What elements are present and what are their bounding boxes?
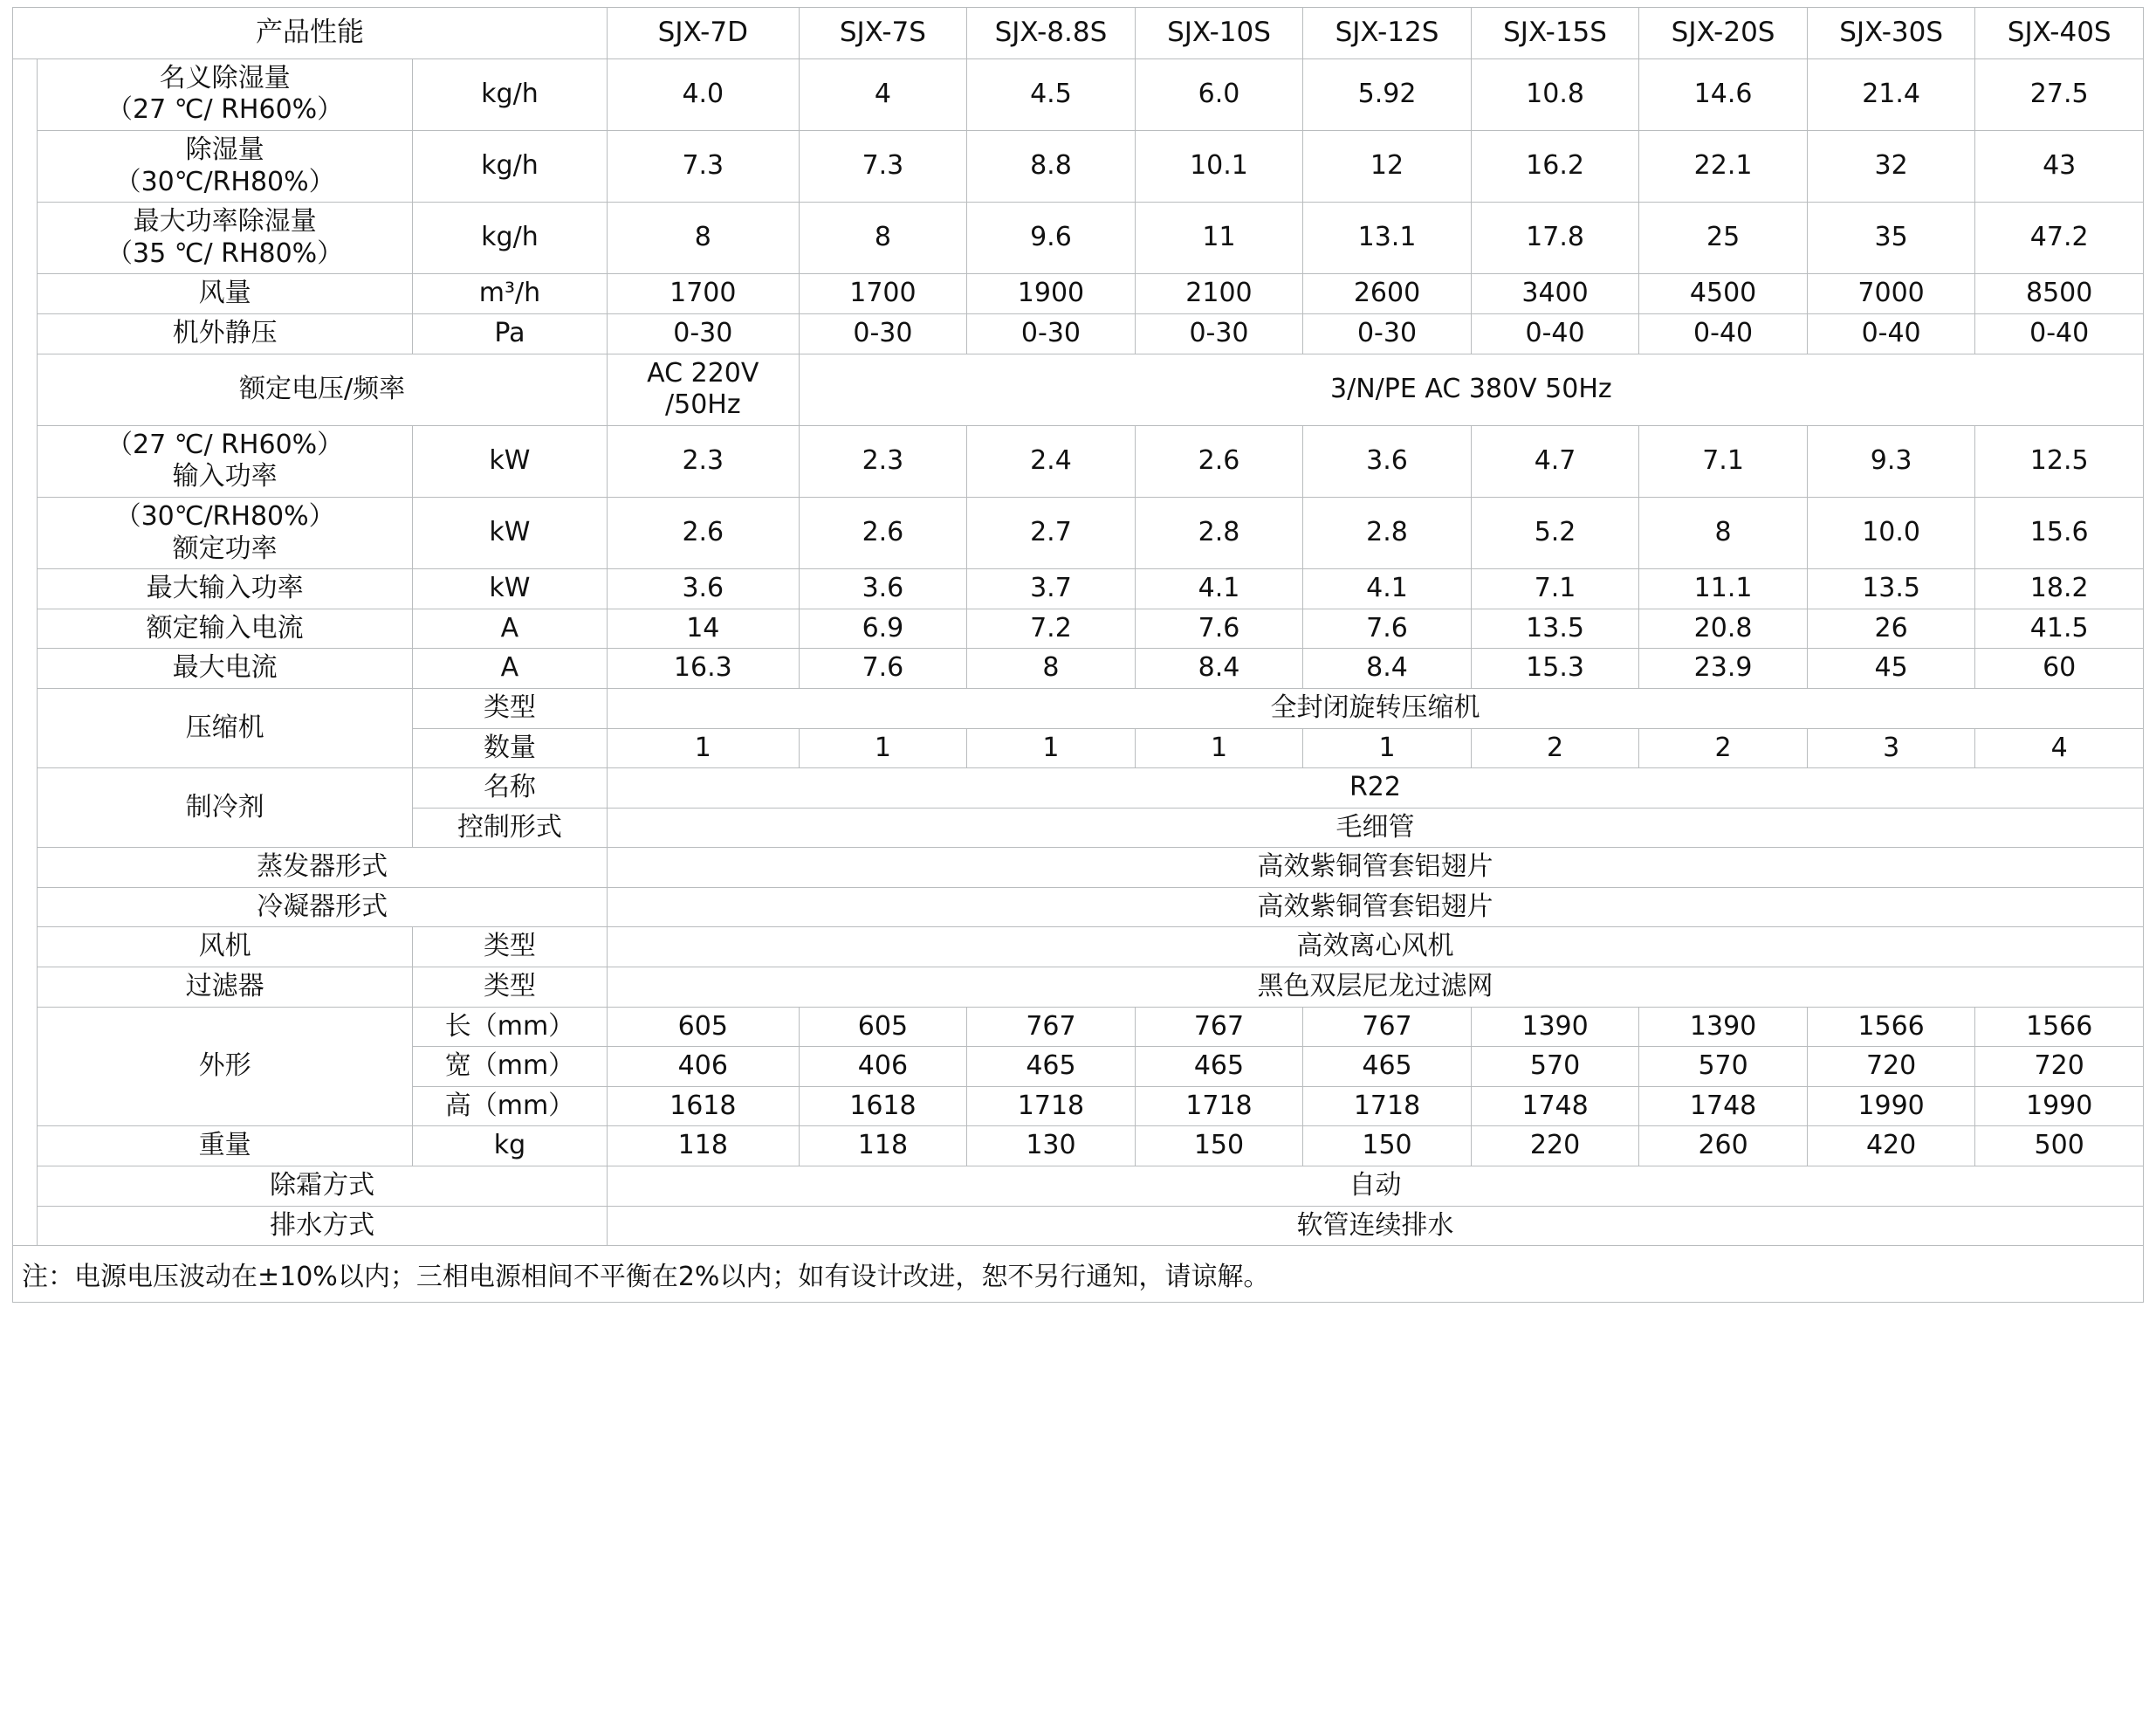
cell-value: 1 (607, 728, 799, 768)
cell-value: 27.5 (1975, 58, 2144, 130)
cell-refrigerant-name-value: R22 (607, 768, 2143, 809)
cell-value: 12 (1303, 131, 1472, 203)
row-input-power (13, 425, 2144, 497)
row-unit-rated-power: kW (412, 497, 607, 568)
row-unit-weight: kg (412, 1126, 607, 1166)
cell-value: 60 (1975, 649, 2144, 689)
row-unit-max-power-dehumidification: kg/h (412, 203, 607, 274)
cell-value: 2 (1639, 728, 1808, 768)
cell-value: 13.5 (1807, 569, 1975, 609)
header-model-4: SJX-12S (1303, 8, 1472, 59)
cell-value: 2.8 (1303, 497, 1472, 568)
label-line-1: 名义除湿量 (159, 62, 291, 93)
cell-value: 0-30 (1135, 313, 1303, 354)
cell-value: 22.1 (1639, 131, 1808, 203)
row-dehumidification (13, 131, 2144, 203)
cell-value: 7.1 (1639, 425, 1808, 497)
cell-value: 767 (1135, 1007, 1303, 1047)
cell-value: 13.1 (1303, 203, 1472, 274)
row-defrost (13, 1166, 2144, 1207)
header-model-3: SJX-10S (1135, 8, 1303, 59)
row-label-defrost: 除霜方式 (38, 1166, 608, 1207)
cell-value: 3 (1807, 728, 1975, 768)
cell-value: 0-40 (1807, 313, 1975, 354)
cell-value: 45 (1807, 649, 1975, 689)
row-label-rated-power (38, 497, 413, 568)
cell-value: 406 (607, 1047, 799, 1087)
row-label-rated-current: 额定输入电流 (38, 609, 413, 649)
row-sublabel-compressor-type: 类型 (412, 688, 607, 728)
cell-value: 7.6 (1303, 609, 1472, 649)
row-voltage-frequency (13, 354, 2144, 425)
cell-value: 1990 (1975, 1086, 2144, 1126)
cell-value: 150 (1303, 1126, 1472, 1166)
cell-value: 10.0 (1807, 497, 1975, 568)
header-performance: 产品性能 (13, 8, 608, 59)
label-line-2: （35 ℃/ RH80%） (106, 237, 344, 269)
cell-value: 0-40 (1639, 313, 1808, 354)
row-label-drainage: 排水方式 (38, 1206, 608, 1246)
row-label-refrigerant: 制冷剂 (38, 768, 413, 848)
cell-value: 1390 (1471, 1007, 1639, 1047)
cell-value: 7.1 (1471, 569, 1639, 609)
cell-value: 16.3 (607, 649, 799, 689)
cell-value: 1900 (967, 274, 1136, 314)
cell-value: 4 (1975, 728, 2144, 768)
cell-refrigerant-control-value: 毛细管 (607, 808, 2143, 848)
cell-voltage-single-phase: AC 220V /50Hz (607, 354, 799, 425)
row-unit-static-pressure: Pa (412, 313, 607, 354)
cell-value: 5.92 (1303, 58, 1472, 130)
label-line-2: （27 ℃/ RH60%） (106, 94, 344, 126)
row-unit-max-input-power: kW (412, 569, 607, 609)
cell-value: 15.6 (1975, 497, 2144, 568)
cell-value: 8 (607, 203, 799, 274)
cell-value: 4500 (1639, 274, 1808, 314)
cell-value: 20.8 (1639, 609, 1808, 649)
row-label-input-power (38, 425, 413, 497)
cell-value: 465 (1303, 1047, 1472, 1087)
cell-value: 2.3 (799, 425, 967, 497)
cell-value: 1 (967, 728, 1136, 768)
row-label-dimensions: 外形 (38, 1007, 413, 1126)
row-unit-nominal-dehumidification: kg/h (412, 58, 607, 130)
cell-value: 8.4 (1135, 649, 1303, 689)
cell-value: 8500 (1975, 274, 2144, 314)
cell-value: 220 (1471, 1126, 1639, 1166)
row-air-volume (13, 274, 2144, 314)
cell-value: 10.1 (1135, 131, 1303, 203)
row-label-weight: 重量 (38, 1126, 413, 1166)
row-unit-rated-current: A (412, 609, 607, 649)
cell-value: 21.4 (1807, 58, 1975, 130)
cell-value: 5.2 (1471, 497, 1639, 568)
cell-value: 2.7 (967, 497, 1136, 568)
cell-value: 2 (1471, 728, 1639, 768)
cell-value: 1 (1303, 728, 1472, 768)
cell-value: 2.4 (967, 425, 1136, 497)
cell-value: 10.8 (1471, 58, 1639, 130)
cell-value: 605 (607, 1007, 799, 1047)
cell-value: 2.6 (1135, 425, 1303, 497)
cell-value: 4 (799, 58, 967, 130)
cell-value: 41.5 (1975, 609, 2144, 649)
row-max-input-power (13, 569, 2144, 609)
cell-value: 7.3 (799, 131, 967, 203)
cell-value: 15.3 (1471, 649, 1639, 689)
cell-value: 0-40 (1471, 313, 1639, 354)
row-label-fan: 风机 (38, 927, 413, 967)
cell-compressor-type-value: 全封闭旋转压缩机 (607, 688, 2143, 728)
cell-value: 1390 (1639, 1007, 1808, 1047)
cell-voltage-three-phase: 3/N/PE AC 380V 50Hz (799, 354, 2143, 425)
cell-value: 1718 (967, 1086, 1136, 1126)
row-label-max-power-dehumidification (38, 203, 413, 274)
label-line-1: 最大功率除湿量 (133, 206, 317, 237)
cell-evaporator-value: 高效紫铜管套铝翅片 (607, 848, 2143, 888)
cell-value: 9.6 (967, 203, 1136, 274)
cell-value: 1566 (1807, 1007, 1975, 1047)
cell-value: 118 (799, 1126, 967, 1166)
label-line-2: 输入功率 (172, 461, 278, 492)
row-sublabel-width: 宽（mm） (412, 1047, 607, 1087)
cell-value: 0-30 (967, 313, 1136, 354)
cell-value: 570 (1471, 1047, 1639, 1087)
cell-value: 14 (607, 609, 799, 649)
row-label-condenser: 冷凝器形式 (38, 887, 608, 927)
cell-value: 3.6 (607, 569, 799, 609)
table-header-row (13, 8, 2144, 59)
cell-value: 8.4 (1303, 649, 1472, 689)
cell-value: 8 (1639, 497, 1808, 568)
cell-value: 605 (799, 1007, 967, 1047)
cell-value: 3.6 (1303, 425, 1472, 497)
row-drainage (13, 1206, 2144, 1246)
cell-filter-value: 黑色双层尼龙过滤网 (607, 967, 2143, 1008)
row-compressor-type (13, 688, 2144, 728)
row-refrigerant-name (13, 768, 2144, 809)
cell-value: 1748 (1639, 1086, 1808, 1126)
row-sublabel-filter-type: 类型 (412, 967, 607, 1008)
cell-value: 9.3 (1807, 425, 1975, 497)
header-model-0: SJX-7D (607, 8, 799, 59)
row-sublabel-height: 高（mm） (412, 1086, 607, 1126)
cell-value: 35 (1807, 203, 1975, 274)
cell-value: 6.0 (1135, 58, 1303, 130)
cell-value: 14.6 (1639, 58, 1808, 130)
row-filter (13, 967, 2144, 1008)
cell-value: 2.6 (799, 497, 967, 568)
header-model-6: SJX-20S (1639, 8, 1808, 59)
cell-value: 26 (1807, 609, 1975, 649)
cell-value: 17.8 (1471, 203, 1639, 274)
cell-value: 11.1 (1639, 569, 1808, 609)
row-condenser (13, 887, 2144, 927)
cell-value: 767 (967, 1007, 1136, 1047)
row-sublabel-fan-type: 类型 (412, 927, 607, 967)
cell-value: 1748 (1471, 1086, 1639, 1126)
row-unit-dehumidification: kg/h (412, 131, 607, 203)
row-label-air-volume: 风量 (38, 274, 413, 314)
row-sublabel-refrigerant-name: 名称 (412, 768, 607, 809)
cell-value: 8.8 (967, 131, 1136, 203)
row-dimension-length (13, 1007, 2144, 1047)
row-label-dehumidification (38, 131, 413, 203)
header-model-2: SJX-8.8S (967, 8, 1136, 59)
cell-value: 465 (1135, 1047, 1303, 1087)
cell-value: 13.5 (1471, 609, 1639, 649)
row-weight (13, 1126, 2144, 1166)
cell-value: 4.1 (1135, 569, 1303, 609)
label-line-1: 除湿量 (185, 134, 264, 165)
row-rated-power (13, 497, 2144, 568)
cell-value: 1718 (1135, 1086, 1303, 1126)
cell-value: 2100 (1135, 274, 1303, 314)
cell-value: 500 (1975, 1126, 2144, 1166)
cell-value: 8 (799, 203, 967, 274)
row-evaporator (13, 848, 2144, 888)
cell-value: 767 (1303, 1007, 1472, 1047)
cell-value: 12.5 (1975, 425, 2144, 497)
cell-value: 1566 (1975, 1007, 2144, 1047)
row-label-filter: 过滤器 (38, 967, 413, 1008)
cell-value: 4.0 (607, 58, 799, 130)
cell-value: 118 (607, 1126, 799, 1166)
cell-value: 260 (1639, 1126, 1808, 1166)
cell-value: 1618 (607, 1086, 799, 1126)
label-line-2: （30℃/RH80%） (114, 166, 335, 197)
cell-value: 0-30 (1303, 313, 1472, 354)
row-label-max-input-power: 最大输入功率 (38, 569, 413, 609)
cell-value: 6.9 (799, 609, 967, 649)
cell-value: 150 (1135, 1126, 1303, 1166)
cell-value: 7.6 (799, 649, 967, 689)
cell-value: 7.2 (967, 609, 1136, 649)
cell-value: 7000 (1807, 274, 1975, 314)
row-max-power-dehumidification (13, 203, 2144, 274)
cell-value: 4.7 (1471, 425, 1639, 497)
cell-value: 465 (967, 1047, 1136, 1087)
header-model-8: SJX-40S (1975, 8, 2144, 59)
row-label-evaporator: 蒸发器形式 (38, 848, 608, 888)
cell-defrost-value: 自动 (607, 1166, 2143, 1207)
row-sublabel-refrigerant-control: 控制形式 (412, 808, 607, 848)
cell-value: 4.5 (967, 58, 1136, 130)
row-label-max-current: 最大电流 (38, 649, 413, 689)
label-line-1: （27 ℃/ RH60%） (106, 429, 344, 460)
cell-value: 3.7 (967, 569, 1136, 609)
left-spacer (13, 58, 38, 1245)
cell-value: 1 (1135, 728, 1303, 768)
cell-value: 43 (1975, 131, 2144, 203)
cell-value: 2.6 (607, 497, 799, 568)
label-line-1: （30℃/RH80%） (114, 500, 335, 532)
row-label-compressor: 压缩机 (38, 688, 413, 767)
header-model-7: SJX-30S (1807, 8, 1975, 59)
cell-value: 2.8 (1135, 497, 1303, 568)
cell-value: 7.6 (1135, 609, 1303, 649)
cell-value: 1990 (1807, 1086, 1975, 1126)
cell-value: 16.2 (1471, 131, 1639, 203)
cell-value: 47.2 (1975, 203, 2144, 274)
cell-value: 720 (1807, 1047, 1975, 1087)
row-rated-current (13, 609, 2144, 649)
cell-value: 23.9 (1639, 649, 1808, 689)
row-nominal-dehumidification (13, 58, 2144, 130)
cell-value: 0-30 (799, 313, 967, 354)
cell-value: 1 (799, 728, 967, 768)
cell-value: 0-40 (1975, 313, 2144, 354)
cell-value: 7.3 (607, 131, 799, 203)
cell-value: 1700 (607, 274, 799, 314)
cell-value: 18.2 (1975, 569, 2144, 609)
row-fan (13, 927, 2144, 967)
header-model-5: SJX-15S (1471, 8, 1639, 59)
header-model-1: SJX-7S (799, 8, 967, 59)
cell-value: 130 (967, 1126, 1136, 1166)
label-line-2: 额定功率 (172, 533, 278, 564)
row-label-voltage-frequency: 额定电压/频率 (38, 354, 608, 425)
cell-value: 1700 (799, 274, 967, 314)
cell-value: 2.3 (607, 425, 799, 497)
row-unit-air-volume: m³/h (412, 274, 607, 314)
cell-value: 4.1 (1303, 569, 1472, 609)
cell-value: 2600 (1303, 274, 1472, 314)
cell-value: 3.6 (799, 569, 967, 609)
cell-value: 25 (1639, 203, 1808, 274)
cell-value: 1718 (1303, 1086, 1472, 1126)
row-static-pressure (13, 313, 2144, 354)
row-unit-max-current: A (412, 649, 607, 689)
row-max-current (13, 649, 2144, 689)
row-sublabel-compressor-qty: 数量 (412, 728, 607, 768)
row-label-static-pressure: 机外静压 (38, 313, 413, 354)
footnote: 注：电源电压波动在±10%以内；三相电源相间不平衡在2%以内；如有设计改进，恕不另行通知，请谅解。 (12, 1246, 2144, 1303)
cell-value: 11 (1135, 203, 1303, 274)
cell-value: 1618 (799, 1086, 967, 1126)
row-label-nominal-dehumidification (38, 58, 413, 130)
cell-value: 8 (967, 649, 1136, 689)
row-unit-input-power: kW (412, 425, 607, 497)
specification-table (12, 7, 2144, 1246)
cell-value: 3400 (1471, 274, 1639, 314)
cell-value: 0-30 (607, 313, 799, 354)
cell-value: 720 (1975, 1047, 2144, 1087)
cell-value: 406 (799, 1047, 967, 1087)
cell-drainage-value: 软管连续排水 (607, 1206, 2143, 1246)
row-sublabel-length: 长（mm） (412, 1007, 607, 1047)
cell-value: 570 (1639, 1047, 1808, 1087)
cell-fan-value: 高效离心风机 (607, 927, 2143, 967)
cell-value: 32 (1807, 131, 1975, 203)
cell-value: 420 (1807, 1126, 1975, 1166)
cell-condenser-value: 高效紫铜管套铝翅片 (607, 887, 2143, 927)
